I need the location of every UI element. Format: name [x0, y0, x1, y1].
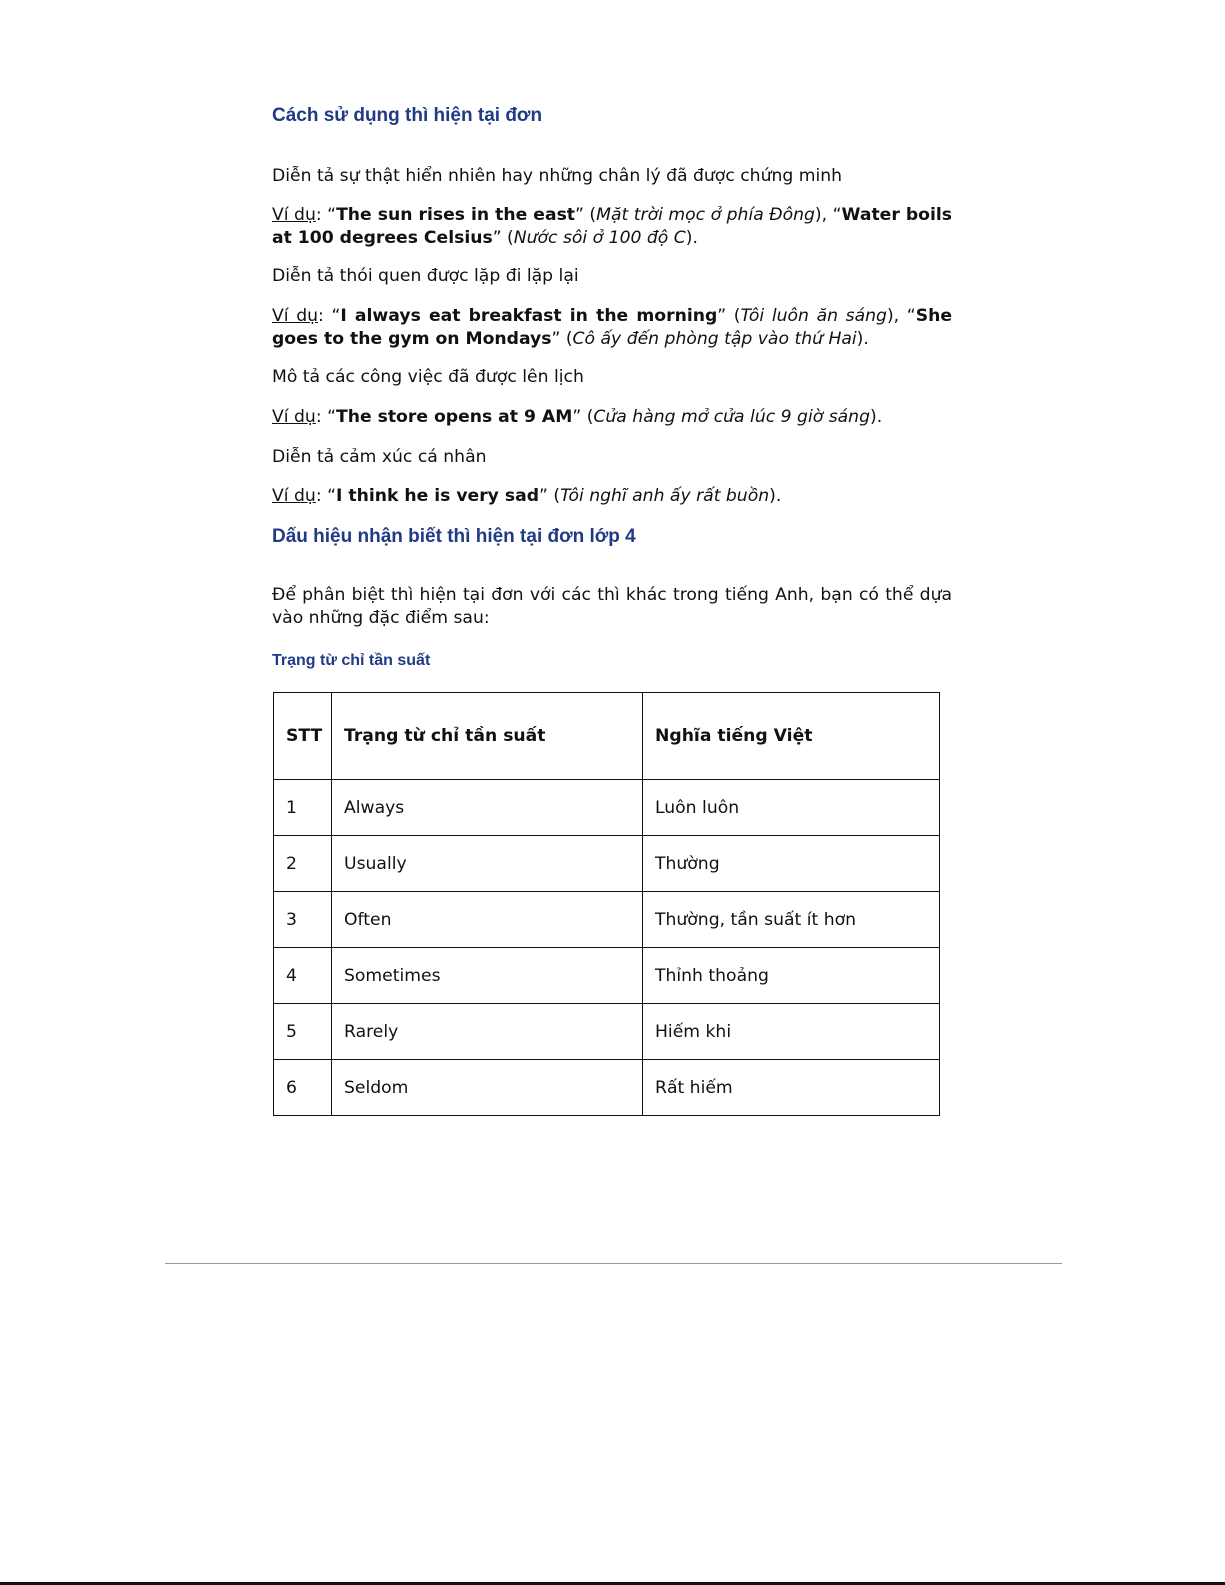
table-cell: Always: [332, 780, 643, 836]
example-en: The store opens at 9 AM: [335, 407, 573, 427]
header-cell-meaning: Nghĩa tiếng Việt: [643, 693, 940, 780]
table-cell: Rarely: [332, 1004, 643, 1060]
table-cell: 4: [274, 948, 332, 1004]
table-row: [274, 836, 940, 892]
header-cell-adverb: Trạng từ chỉ tần suất: [332, 693, 643, 780]
example-en: Water boils at 100 degrees Celsius: [272, 205, 952, 248]
table-cell: Hiếm khi: [643, 1004, 940, 1060]
signs-intro: Để phân biệt thì hiện tại đơn với các thì khác trong tiếng Anh, bạn có thể dựa vào những đặc điểm sau:: [272, 585, 952, 628]
usage-4-description: Diễn tả cảm xúc cá nhân: [272, 447, 487, 467]
usage-2-example: Ví dụ: “I always eat breakfast in the morning” (Tôi luôn ăn sáng), “She goes to the gym on Mondays” (Cô ấy đến phòng tập vào thứ Hai).: [272, 306, 952, 349]
frequency-subheading: Trạng từ chỉ tần suất: [272, 652, 431, 669]
usage-3-description: Mô tả các công việc đã được lên lịch: [272, 367, 584, 387]
table-cell: 5: [274, 1004, 332, 1060]
table-row: [274, 1004, 940, 1060]
table-row: [274, 948, 940, 1004]
table-cell: 6: [274, 1060, 332, 1116]
frequency-adverbs-table: [273, 692, 940, 1116]
table-cell: Thỉnh thoảng: [643, 948, 940, 1004]
usage-1-description: Diễn tả sự thật hiển nhiên hay những chân lý đã được chứng minh: [272, 166, 843, 186]
usage-3-example: Ví dụ: “The store opens at 9 AM” (Cửa hàng mở cửa lúc 9 giờ sáng).: [272, 407, 883, 427]
table-cell: 1: [274, 780, 332, 836]
usage-4-example: Ví dụ: “I think he is very sad” (Tôi nghĩ anh ấy rất buồn).: [272, 486, 782, 506]
section-title-signs: Dấu hiệu nhận biết thì hiện tại đơn lớp 4: [272, 526, 636, 547]
usage-1-example: Ví dụ: “The sun rises in the east” (Mặt trời mọc ở phía Đông), “Water boils at 100 degrees Celsius” (Nước sôi ở 100 độ C).: [272, 205, 952, 248]
table-header-row: [274, 693, 940, 780]
example-label: Ví dụ: [272, 306, 318, 326]
page-footer-divider: [165, 1263, 1062, 1264]
table-cell: Seldom: [332, 1060, 643, 1116]
example-en: I always eat breakfast in the morning: [340, 306, 718, 326]
example-vi: Cửa hàng mở cửa lúc 9 giờ sáng: [593, 407, 870, 427]
example-en: I think he is very sad: [335, 486, 539, 506]
table-cell: 2: [274, 836, 332, 892]
table-cell: Often: [332, 892, 643, 948]
example-label: Ví dụ: [272, 486, 316, 506]
table-cell: Usually: [332, 836, 643, 892]
example-label: Ví dụ: [272, 407, 316, 427]
table-row: [274, 780, 940, 836]
example-vi: Cô ấy đến phòng tập vào thứ Hai: [572, 329, 857, 349]
table-cell: 3: [274, 892, 332, 948]
table-cell: Luôn luôn: [643, 780, 940, 836]
table-row: [274, 892, 940, 948]
header-cell-stt: STT: [274, 693, 332, 780]
example-en: She goes to the gym on Mondays: [272, 306, 952, 349]
table-cell: Sometimes: [332, 948, 643, 1004]
section-title-usage: Cách sử dụng thì hiện tại đơn: [272, 105, 543, 126]
table-cell: Rất hiếm: [643, 1060, 940, 1116]
table-cell: Thường: [643, 836, 940, 892]
example-vi: Tôi nghĩ anh ấy rất buồn: [560, 486, 770, 506]
example-vi: Nước sôi ở 100 độ C: [513, 228, 686, 248]
example-label: Ví dụ: [272, 205, 316, 225]
example-en: The sun rises in the east: [336, 205, 576, 225]
usage-2-description: Diễn tả thói quen được lặp đi lặp lại: [272, 266, 579, 286]
example-vi: Mặt trời mọc ở phía Đông: [596, 205, 815, 225]
example-vi: Tôi luôn ăn sáng: [740, 306, 887, 326]
table-cell: Thường, tần suất ít hơn: [643, 892, 940, 948]
table-row: [274, 1060, 940, 1116]
